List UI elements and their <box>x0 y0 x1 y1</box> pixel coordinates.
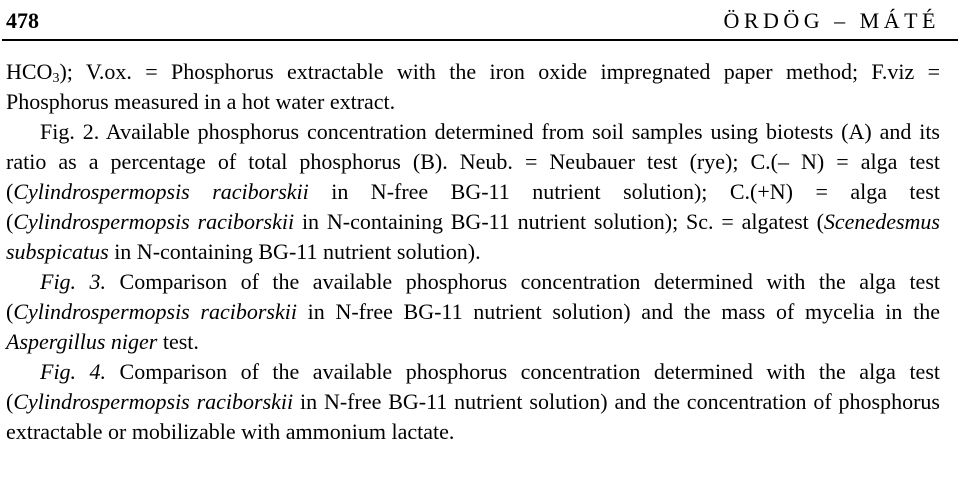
page-header <box>6 0 940 34</box>
fig3-species-2: Aspergillus niger <box>6 329 158 354</box>
abbreviation-text: ); V.ox. = Phosphorus extractable with the iron oxide impregnated paper method; F.viz = Phosphorus measured in a hot water extract. <box>6 59 940 114</box>
fig2-text-1: Available phosphorus concentration determined from soil samples using biotests (A) and its ratio as a percentage of total phosphorus (B). Neub. = Neubauer test (rye); C.(– N) = alga test ( <box>6 119 940 204</box>
fig3-text-3: test. <box>157 329 199 354</box>
fig4-text-1: Comparison of the available phosphorus concentration determined with the alga test ( <box>6 359 940 414</box>
fig3-text-1: Comparison of the available phosphorus concentration determined with the alga test ( <box>6 269 940 324</box>
running-head: ÖRDÖG – MÁTÉ <box>723 8 940 33</box>
fig4-text-2: in N-free BG-11 nutrient solution) and the concentration of phosphorus extractable or mobilizable with ammonium lactate. <box>6 389 940 444</box>
fig3-label: Fig. 3. <box>40 269 107 294</box>
page-number: 478 <box>6 8 39 33</box>
caption-text <box>6 57 940 447</box>
subscript-3: 3 <box>52 71 60 86</box>
fig4-species-1: Cylindrospermopsis raciborskii <box>13 389 294 414</box>
fig3-species-1: Cylindrospermopsis raciborskii <box>13 299 297 324</box>
header-rule <box>2 39 958 41</box>
fig2-caption <box>6 117 940 267</box>
fig2-species-3: Scenedesmus subspicatus <box>6 209 940 264</box>
fig2-species-2: Cylindrospermopsis raciborskii <box>13 209 295 234</box>
fig2-text-2: in N-free BG-11 nutrient solution); C.(+N) = alga test ( <box>6 179 940 234</box>
fig2-text-4: in N-containing BG-11 nutrient solution). <box>108 239 481 264</box>
fig4-label: Fig. 4. <box>40 359 107 384</box>
abbreviation-paragraph <box>6 57 940 117</box>
fig3-text-2: in N-free BG-11 nutrient solution) and the mass of mycelia in the <box>296 299 940 324</box>
fig4-caption <box>6 357 940 447</box>
fig2-text-3: in N-containing BG-11 nutrient solution); Sc. = algatest ( <box>294 209 824 234</box>
hco-text: HCO <box>6 59 53 84</box>
fig2-species-1: Cylindrospermopsis raciborskii <box>13 179 309 204</box>
fig3-caption <box>6 267 940 357</box>
fig2-label: Fig. 2. <box>40 119 100 144</box>
